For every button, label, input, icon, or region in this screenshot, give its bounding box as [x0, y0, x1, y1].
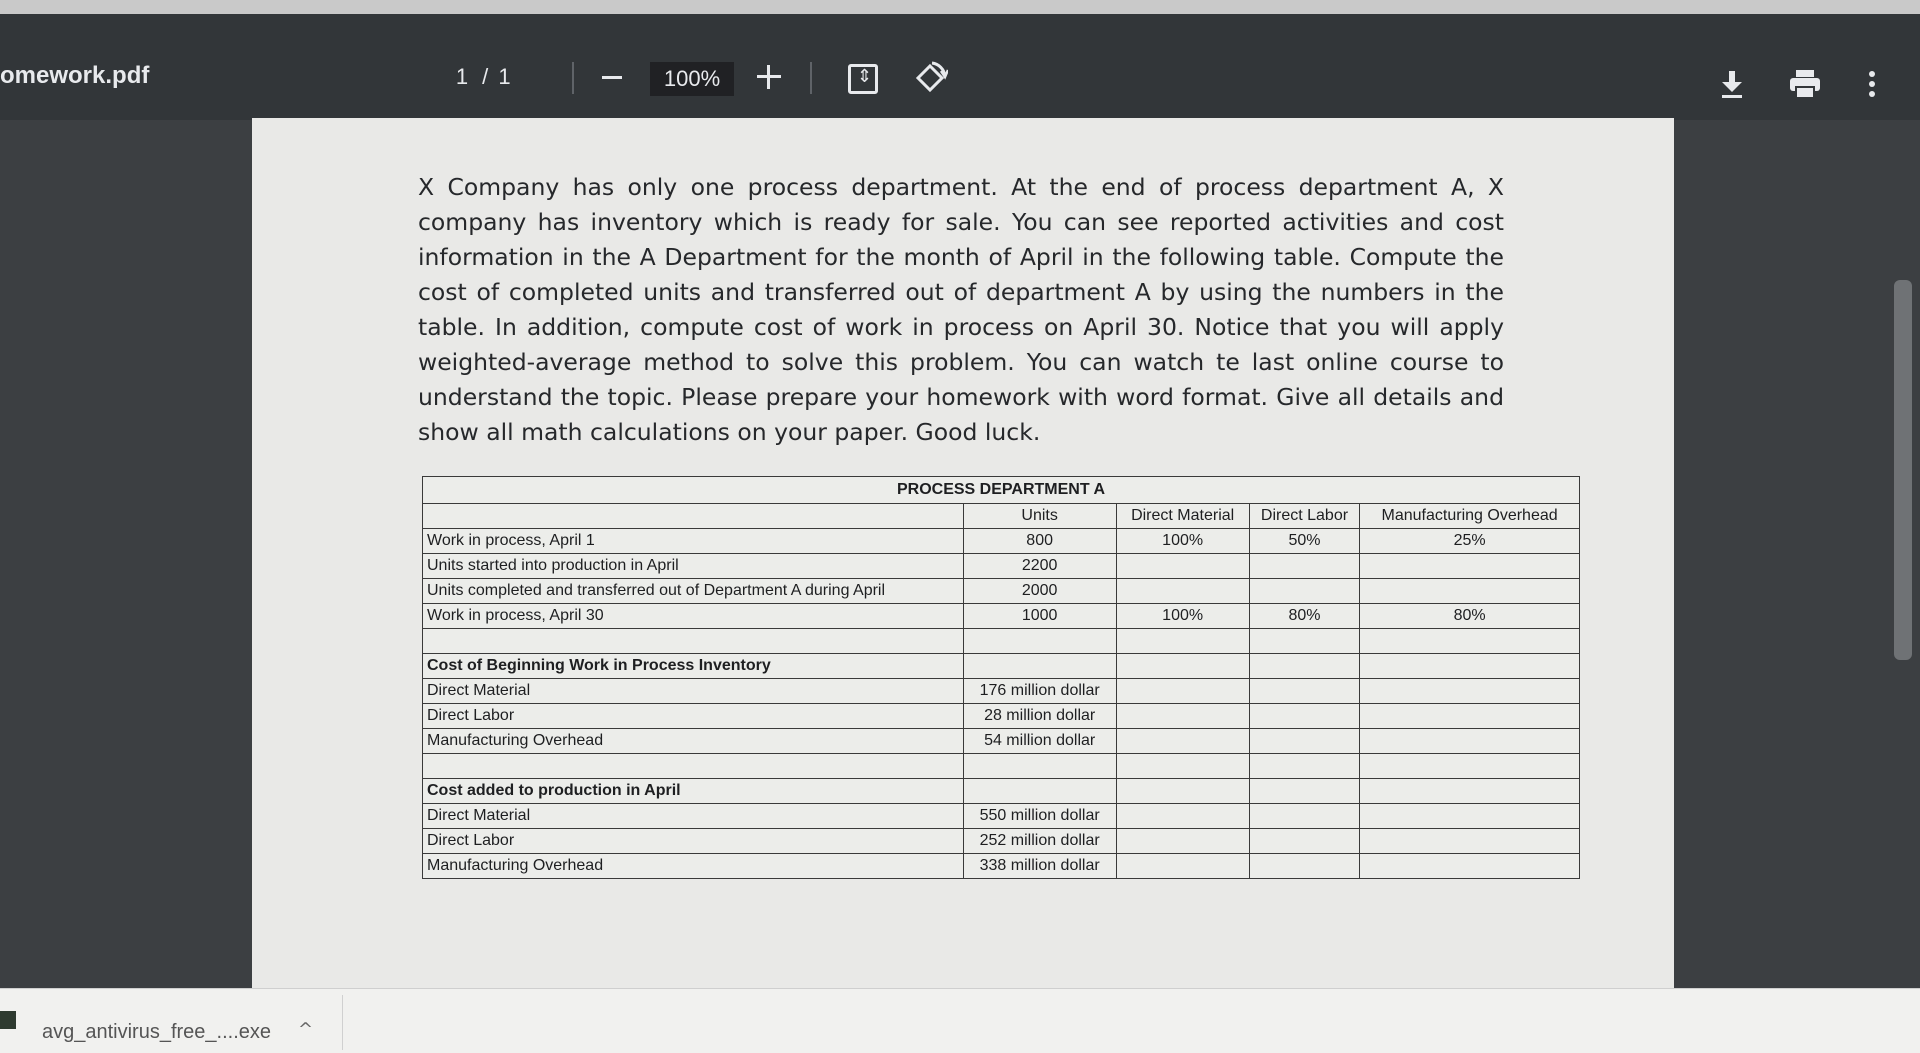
table-row [423, 554, 1580, 579]
dl-percent [1249, 554, 1359, 579]
row-label: Manufacturing Overhead [423, 854, 964, 879]
zoom-out-button[interactable] [595, 60, 629, 94]
cost-value: 54 million dollar [963, 729, 1116, 754]
dl-percent: 50% [1249, 529, 1359, 554]
mo-percent [1360, 554, 1580, 579]
row-label: Work in process, April 30 [423, 604, 964, 629]
cost-value: 338 million dollar [963, 854, 1116, 879]
table-row [423, 679, 1580, 704]
units-value: 2000 [963, 579, 1116, 604]
table-cell [1249, 629, 1359, 654]
table-cell [1360, 754, 1580, 779]
table-row [423, 529, 1580, 554]
row-label: Direct Labor [423, 829, 964, 854]
dl-percent: 80% [1249, 604, 1359, 629]
page-indicator [452, 64, 513, 90]
header-direct-labor: Direct Labor [1249, 504, 1359, 529]
table-row [423, 804, 1580, 829]
viewer-background-left [0, 120, 275, 990]
table-cell [1360, 854, 1580, 879]
table-cell [963, 754, 1116, 779]
table-cell [1249, 829, 1359, 854]
chevron-up-icon[interactable]: ^ [298, 1019, 314, 1040]
table-cell [1249, 779, 1359, 804]
table-row [423, 579, 1580, 604]
download-file-name: avg_antivirus_free_....exe [42, 1021, 272, 1043]
process-table [422, 476, 1580, 879]
dm-percent: 100% [1116, 529, 1249, 554]
section-heading: Cost added to production in April [423, 779, 964, 804]
row-label: Direct Material [423, 804, 964, 829]
table-row [423, 654, 1580, 679]
mo-percent [1360, 579, 1580, 604]
cost-value: 176 million dollar [963, 679, 1116, 704]
viewer-background-right [1672, 120, 1920, 1030]
download-icon[interactable] [1716, 68, 1748, 100]
more-options-icon[interactable] [1866, 68, 1898, 100]
table-cell [1360, 704, 1580, 729]
row-label: Manufacturing Overhead [423, 729, 964, 754]
table-cell [1116, 654, 1249, 679]
header-units: Units [963, 504, 1116, 529]
file-icon [0, 1011, 16, 1029]
dm-percent [1116, 554, 1249, 579]
table-row [423, 604, 1580, 629]
pdf-page [252, 118, 1674, 1053]
dm-percent [1116, 579, 1249, 604]
table-row [423, 854, 1580, 879]
download-item[interactable] [0, 989, 340, 1053]
table-cell [1360, 654, 1580, 679]
dm-percent: 100% [1116, 604, 1249, 629]
screen-bezel [0, 0, 1920, 14]
table-cell [423, 754, 964, 779]
pdf-toolbar [0, 14, 1920, 120]
table-cell [1360, 729, 1580, 754]
table-cell [1116, 704, 1249, 729]
table-cell [1360, 804, 1580, 829]
row-label: Units completed and transferred out of Department A during April [423, 579, 964, 604]
cost-value: 550 million dollar [963, 804, 1116, 829]
table-cell [963, 629, 1116, 654]
header-direct-material: Direct Material [1116, 504, 1249, 529]
units-value: 1000 [963, 604, 1116, 629]
table-cell [963, 654, 1116, 679]
zoom-level-input[interactable]: 100% [650, 62, 734, 96]
table-cell [1116, 779, 1249, 804]
table-cell [1249, 729, 1359, 754]
table-cell [1249, 704, 1359, 729]
row-label: Direct Material [423, 679, 964, 704]
table-cell [1360, 679, 1580, 704]
table-cell [423, 629, 964, 654]
toolbar-divider [810, 62, 812, 94]
toolbar-divider [572, 62, 574, 94]
table-cell [1249, 679, 1359, 704]
mo-percent: 80% [1360, 604, 1580, 629]
table-cell [1116, 829, 1249, 854]
table-cell [1116, 804, 1249, 829]
cost-value: 252 million dollar [963, 829, 1116, 854]
section-heading: Cost of Beginning Work in Process Inventory [423, 654, 964, 679]
table-row [423, 729, 1580, 754]
document-title: omework.pdf [0, 62, 150, 89]
vertical-scrollbar[interactable] [1894, 280, 1912, 660]
rotate-icon[interactable] [912, 60, 948, 96]
table-cell [1249, 804, 1359, 829]
row-label: Direct Labor [423, 704, 964, 729]
problem-paragraph: X Company has only one process department. At the end of process department A, X company has inventory which is ready for sale. You can see reported activities and cost information in the A Department for the month of April in the following table. Compute the cost of completed units and transferred out of department A by using the numbers in the table. In addition, compute cost of work in process on April 30. Notice that you will apply weighted-average method to solve this problem. You can watch te last online course to understand the topic. Please prepare your homework with word format. Give all details and show all math calculations on your paper. Good luck. [418, 173, 1504, 446]
table-row [423, 629, 1580, 654]
cost-value: 28 million dollar [963, 704, 1116, 729]
mo-percent: 25% [1360, 529, 1580, 554]
table-cell [1249, 654, 1359, 679]
print-icon[interactable] [1788, 68, 1820, 100]
header-manufacturing-overhead: Manufacturing Overhead [1360, 504, 1580, 529]
table-cell [1249, 854, 1359, 879]
total-pages: 1 [498, 64, 513, 89]
downloads-bar [0, 988, 1920, 1053]
row-label: Units started into production in April [423, 554, 964, 579]
table-row [423, 754, 1580, 779]
table-row [423, 779, 1580, 804]
table-cell [1116, 679, 1249, 704]
row-label: Work in process, April 1 [423, 529, 964, 554]
fit-to-page-icon[interactable] [848, 64, 878, 94]
dl-percent [1249, 579, 1359, 604]
table-cell [1249, 754, 1359, 779]
current-page-input[interactable]: 1 [455, 64, 471, 89]
divider [342, 995, 343, 1050]
page-separator: / [482, 64, 491, 89]
table-cell [963, 779, 1116, 804]
table-cell [1360, 779, 1580, 804]
units-value: 800 [963, 529, 1116, 554]
table-cell [1116, 854, 1249, 879]
table-row [423, 704, 1580, 729]
table-title: PROCESS DEPARTMENT A [423, 477, 1580, 504]
table-cell [423, 504, 964, 529]
table-cell [1116, 629, 1249, 654]
table-cell [1360, 829, 1580, 854]
table-cell [1360, 629, 1580, 654]
table-cell [1116, 729, 1249, 754]
table-row [423, 829, 1580, 854]
units-value: 2200 [963, 554, 1116, 579]
zoom-in-button[interactable] [752, 60, 786, 94]
table-cell [1116, 754, 1249, 779]
